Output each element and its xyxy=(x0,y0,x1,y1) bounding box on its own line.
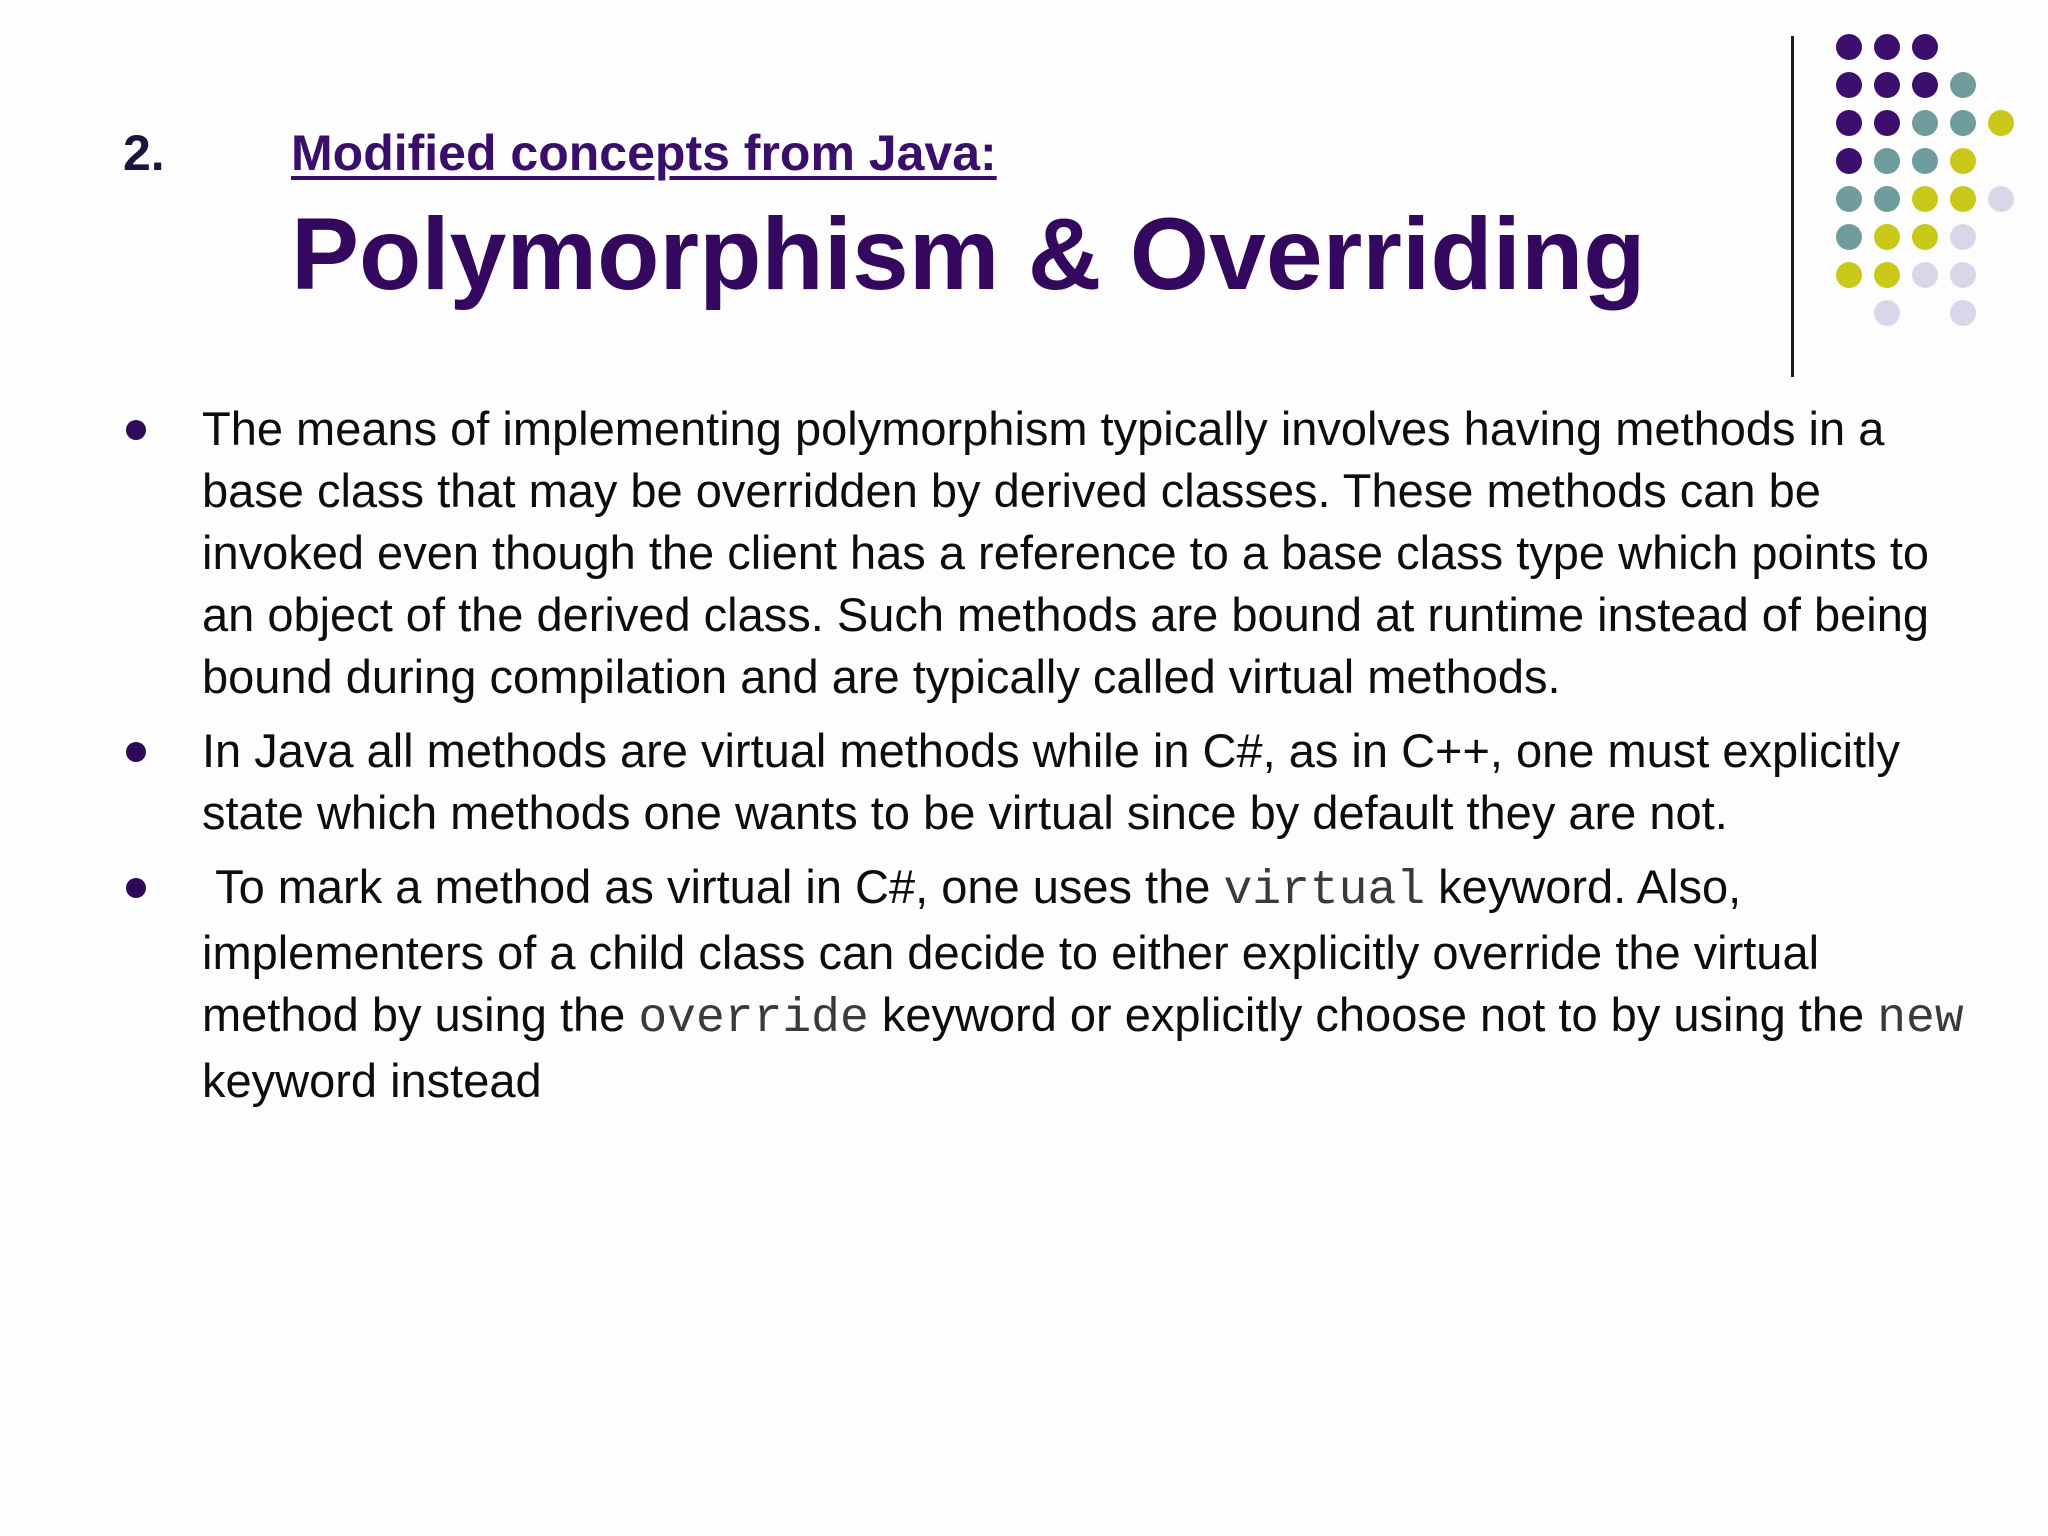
code-keyword-virtual: virtual xyxy=(1223,864,1426,918)
dot xyxy=(1950,148,1976,174)
dot xyxy=(1874,262,1900,288)
code-keyword-new: new xyxy=(1877,992,1964,1046)
dot xyxy=(1950,224,1976,250)
dot xyxy=(1912,148,1938,174)
bullet-text-part: keyword instead xyxy=(202,988,1977,1107)
dot xyxy=(1874,110,1900,136)
bullet-icon xyxy=(126,742,146,762)
dot xyxy=(1836,34,1862,60)
bullet-text-part: To mark a method as virtual in C#, one uses the xyxy=(202,860,1224,913)
dot xyxy=(1874,34,1900,60)
dot xyxy=(1874,224,1900,250)
divider-line xyxy=(1791,36,1794,377)
bullet-icon xyxy=(126,878,146,898)
dot xyxy=(1950,262,1976,288)
dot xyxy=(1988,110,2014,136)
bullet-text-part: keyword or explicitly choose not to by using the xyxy=(868,988,1878,1041)
bullet-icon xyxy=(126,420,146,440)
dot xyxy=(1912,110,1938,136)
dot xyxy=(1988,186,2014,212)
slide-subtitle: Modified concepts from Java: xyxy=(291,125,997,181)
dot xyxy=(1836,262,1862,288)
dot xyxy=(1874,300,1900,326)
dot xyxy=(1950,110,1976,136)
bullet-item xyxy=(120,720,1970,844)
dot xyxy=(1912,186,1938,212)
slide-title: Polymorphism & Overriding xyxy=(291,197,1646,311)
dot xyxy=(1874,186,1900,212)
code-keyword-override: override xyxy=(638,992,869,1046)
dot xyxy=(1950,300,1976,326)
dot xyxy=(1912,34,1938,60)
dot xyxy=(1912,224,1938,250)
dot xyxy=(1836,224,1862,250)
dot xyxy=(1836,186,1862,212)
dot xyxy=(1836,110,1862,136)
bullet-text-part: keyword. Also, implementers of a child class can decide to either explicitly override the virtual method by using the xyxy=(202,860,1833,1041)
bullet-text: The means of implementing polymorphism typically involves having methods in a base class that may be overridden by derived classes. These methods can be invoked even though the client has a reference to a base class type which points to an object of the derived class. Such methods are bound at runtime instead of being bound during compilation and are typically called virtual methods. xyxy=(202,402,1930,703)
bullet-item xyxy=(120,398,1970,708)
bullet-list xyxy=(120,398,1977,1124)
dot xyxy=(1912,262,1938,288)
dot xyxy=(1950,72,1976,98)
dot xyxy=(1950,186,1976,212)
bullet-item xyxy=(120,856,1977,1112)
dot xyxy=(1874,72,1900,98)
section-number: 2. xyxy=(123,125,165,181)
dot xyxy=(1874,148,1900,174)
dot xyxy=(1912,72,1938,98)
dot xyxy=(1836,72,1862,98)
dot xyxy=(1836,148,1862,174)
bullet-text: In Java all methods are virtual methods while in C#, as in C++, one must explicitly state which methods one wants to be virtual since by default they are not. xyxy=(202,724,1901,839)
